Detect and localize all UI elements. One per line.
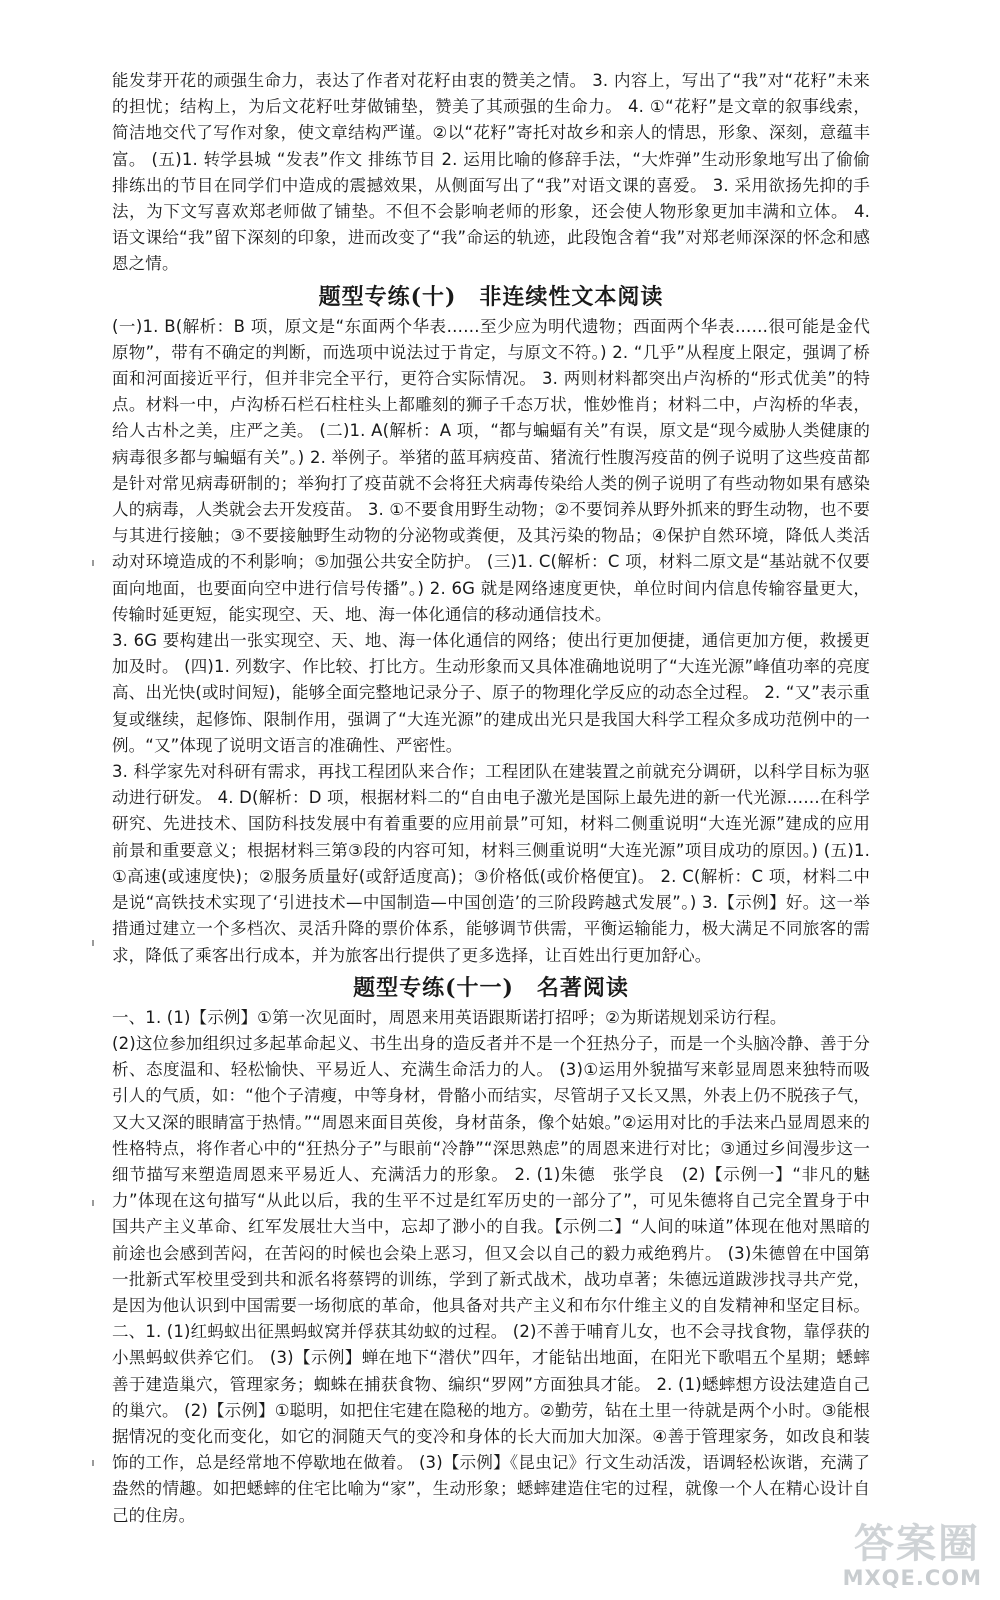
site-watermark [796, 1512, 986, 1590]
answer-paragraph-5 [112, 1005, 870, 1031]
paragraph-text: (一)1. B(解析：B 项，原文是“东面两个华表……至少应为明代遗物；西面两个华表……很可能是金代原物”，带有不确定的判断，而选项中说法过于肯定，与原文不符。) 2. “几乎”从程度上限定，强调了桥面和河面接近平行，但并非完全平行，更符合实际情况。 3. 两则材料都突出卢沟桥的“形式优美”的特点。材料一中，卢沟桥石栏石柱柱头上都雕刻的狮子千态万状，惟妙惟肖；材料二中，卢沟桥的华表，给人古朴之美，庄严之美。 (二)1. A(解析：A 项，“都与蝙蝠有关”有误，原文是“现今威胁人类健康的病毒很多都与蝙蝠有关”。) 2. 举例子。举猪的蓝耳病疫苗、猪流行性腹泻疫苗的例子说明了这些疫苗都是针对常见病毒研制的；举狗打了疫苗就不会将狂犬病毒传染给人类的例子说明了有些动物如果有感染人的病毒，人类就会去开发疫苗。 3. ①不要食用野生动物；②不要饲养从野外抓来的野生动物，也不要与其进行接触；③不要接触野生动物的分泌物或粪便，及其污染的物品；④保护自然环境，降低人类活动对环境造成的不利影响；⑤加强公共安全防护。 (三)1. C(解析：C 项，材料二原文是“基站就不仅要面向地面，也要面向空中进行信号传播”。) 2. 6G 就是网络速度更快，单位时间内信息传输容量更大，传输时延更短，能实现空、天、地、海一体化通信的移动通信技术。 [112, 316, 870, 624]
answer-paragraph-6 [112, 1031, 870, 1529]
answer-paragraph-4 [112, 759, 870, 969]
paragraph-text: 3. 6G 要构建出一张实现空、天、地、海一体化通信的网络；使出行更加便捷，通信更加方便，救援更加及时。 (四)1. 列数字、作比较、打比方。生动形象而又具体准确地说明了“大连光源”峰值功率的亮度高、出光快(或时间短)，能够全面完整地记录分子、原子的物理化学反应的动态全过程。 2. “又”表示重复或继续，起修饰、限制作用，强调了“大连光源”的建成出光只是我国大科学工程众多成功范例中的一例。“又”体现了说明文语言的准确性、严密性。 [112, 631, 870, 755]
section-heading-10: 题型专练(十) 非连续性文本阅读 [318, 283, 664, 310]
binding-margin-marks [92, 560, 96, 1560]
section-heading-11: 题型专练(十一) 名著阅读 [353, 974, 629, 1001]
margin-tick [92, 1200, 94, 1206]
paragraph-text: 能发芽开花的顽强生命力，表达了作者对花籽由衷的赞美之情。 3. 内容上，写出了“我”对“花籽”未来的担忧；结构上，为后文花籽吐芽做铺垫，赞美了其顽强的生命力。 4. ①“花籽”是文章的叙事线索，简洁地交代了写作对象，使文章结构严谨。②以“花籽”寄托对故乡和亲人的情思，形象、深刻，意蕴丰富。 (五)1. 转学县城 “发表”作文 排练节目 2. 运用比喻的修辞手法，“大炸弹”生动形象地写出了偷偷排练出的节目在同学们中造成的震撼效果，从侧面写出了“我”对语文课的喜爱。 3. 采用欲扬先抑的手法，为下文写喜欢郑老师做了铺垫。不但不会影响老师的形象，还会使人物形象更加丰满和立体。 4. 语文课给“我”留下深刻的印象，进而改变了“我”命运的轨迹，此段饱含着“我”对郑老师深深的怀念和感恩之情。 [112, 71, 870, 274]
watermark-logo: 答案圈 [854, 1520, 980, 1567]
margin-tick [92, 1460, 94, 1466]
answer-paragraph-2 [112, 314, 870, 628]
watermark-url: MXQE.COM [842, 1566, 982, 1590]
margin-tick [92, 560, 94, 566]
paragraph-text: (2)这位参加组织过多起革命起义、书生出身的造反者并不是一个狂热分子，而是一个头脑冷静、善于分析、态度温和、轻松愉快、平易近人、充满生命活力的人。 (3)①运用外貌描写来彰显周恩来独特而吸引人的气质，如：“他个子清瘦，中等身材，骨骼小而结实，尽管胡子又长又黑，外表上仍不脱孩子气，又大又深的眼睛富于热情。”“周恩来面目英俊，身材苗条，像个姑娘。”②运用对比的手法来凸显周恩来的性格特点，将作者心中的“狂热分子”与眼前“冷静”“深思熟虑”的周恩来进行对比；③通过乡间漫步这一细节描写来塑造周恩来平易近人、充满活力的形象。 2. (1)朱德 张学良 (2)【示例一】“非凡的魅力”体现在这句描写“从此以后，我的生平不过是红军历史的一部分了”，可见朱德将自己完全置身于中国共产主义革命、红军发展壮大当中，忘却了渺小的自我。【示例二】“人间的味道”体现在他对黑暗的前途也会感到苦闷，在苦闷的时候也会染上恶习，但又会以自己的毅力戒绝鸦片。 (3)朱德曾在中国第一批新式军校里受到共和派名将蔡锷的训练，学到了新式战术，战功卓著；朱德远道跋涉找寻共产党，是因为他认识到中国需要一场彻底的革命，他具备对共产主义和布尔什维主义的自发精神和坚定目标。 二、1. (1)红蚂蚁出征黑蚂蚁窝并俘获其幼蚁的过程。 (2)不善于哺育儿女，也不会寻找食物，靠俘获的小黑蚂蚁供养它们。 (3)【示例】蝉在地下“潜伏”四年，才能钻出地面，在阳光下歌唱五个星期；蟋蟀善于建造巢穴，管理家务；蜘蛛在捕获食物、编织“罗网”方面独具才能。 2. (1)蟋蟀想方设法建造自己的巢穴。 (2)【示例】①聪明，如把住宅建在隐秘的地方。②勤劳，钻在土里一待就是两个小时。③能根据情况的变化而变化，如它的洞随天气的变冷和身体的长大而加大加深。④善于管理家务，如改良和装饰的工作，总是经常地不停歇地在做着。 (3)【示例】《昆虫记》行文生动活泼，语调轻松诙谐，充满了盎然的情趣。如把蟋蟀的住宅比喻为“家”，生动形象；蟋蟀建造住宅的过程，就像一个人在精心设计自己的住房。 [112, 1033, 870, 1525]
answer-content [112, 68, 870, 1529]
answer-paragraph-3 [112, 628, 870, 759]
margin-tick [92, 940, 94, 946]
answer-paragraph-1 [112, 68, 870, 278]
paragraph-text: 一、1. (1)【示例】①第一次见面时，周恩来用英语跟斯诺打招呼；②为斯诺规划采访行程。 [112, 1007, 787, 1027]
paragraph-text: 3. 科学家先对科研有需求，再找工程团队来合作；工程团队在建装置之前就充分调研，以科学目标为驱动进行研发。 4. D(解析：D 项，根据材料二的“自由电子激光是国际上最先进的新一代光源……在科学研究、先进技术、国防科技发展中有着重要的应用前景”可知，材料二侧重说明“大连光源”建成的应用前景和重要意义；根据材料三第③段的内容可知，材料三侧重说明“大连光源”项目成功的原因。) (五)1. ①高速(或速度快)；②服务质量好(或舒适度高)；③价格低(或价格便宜)。 2. C(解析：C 项，材料二中是说“高铁技术实现了‘引进技术—中国制造—中国创造’的三阶段跨越式发展”。) 3.【示例】好。这一举措通过建立一个多档次、灵活升降的票价体系，能够调节供需，平衡运输能力，极大满足不同旅客的需求，降低了乘客出行成本，并为旅客出行提供了更多选择，让百姓出行更加舒心。 [112, 762, 870, 965]
